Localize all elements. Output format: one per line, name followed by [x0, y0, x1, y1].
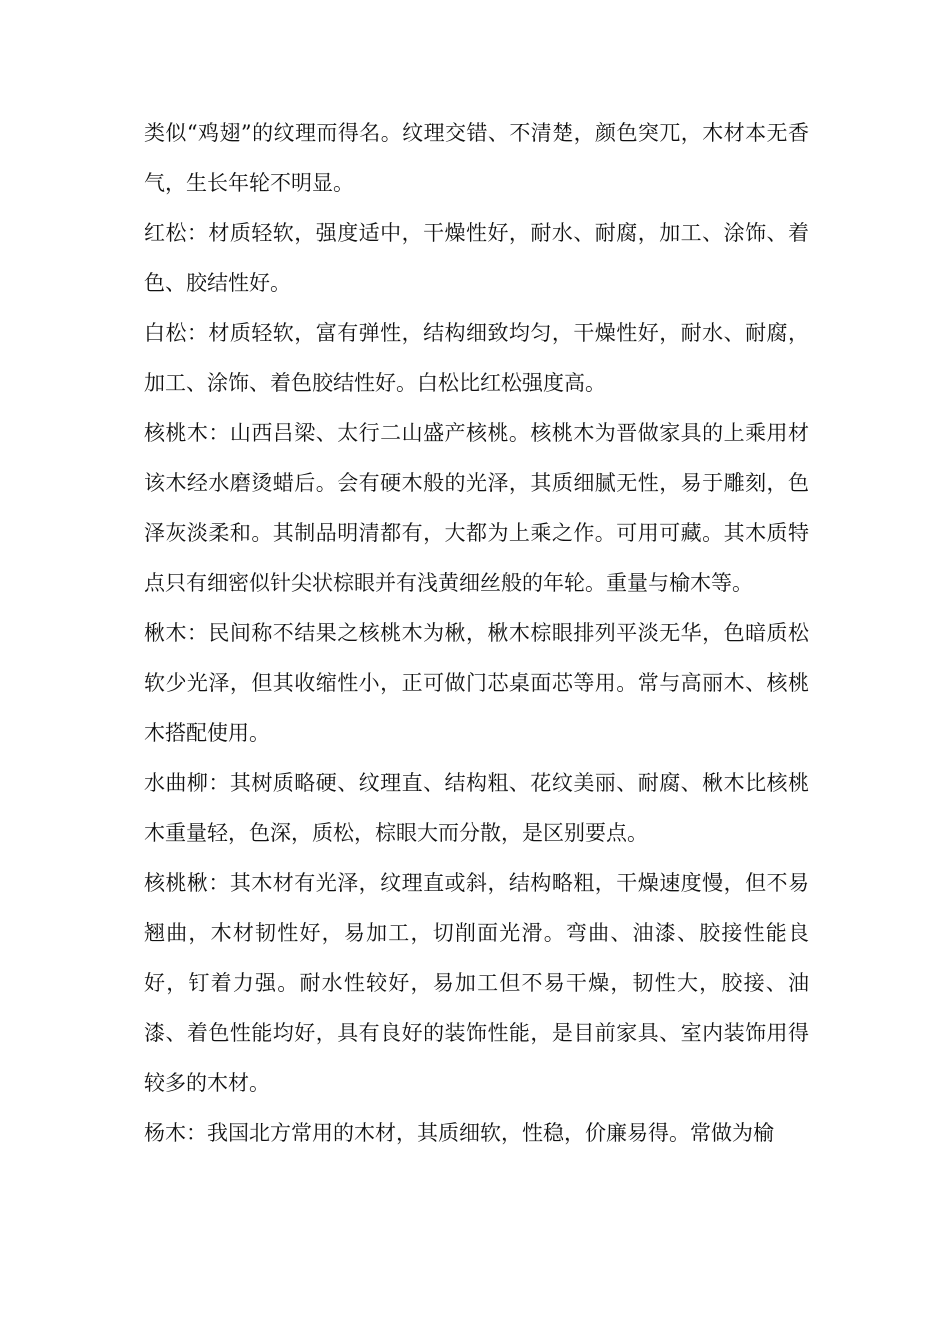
paragraph-manchurian-walnut: 核桃楸：其木材有光泽，纹理直或斜，结构略粗，干燥速度慢，但不易翘曲，木材韧性好，易加工，切削面光滑。弯曲、油漆、胶接性能良好，钉着力强。耐水性较好，易加工但不易干燥，韧性大，胶接、油漆、着色性能均好，具有良好的装饰性能，是目前家具、室内装饰用得较多的木材。: [144, 871, 809, 1095]
paragraph-ash-wood: 水曲柳：其树质略硬、纹理直、结构粗、花纹美丽、耐腐、楸木比核桃木重量轻，色深，质松，棕眼大而分散，是区别要点。: [144, 771, 809, 845]
paragraph-white-pine: 白松：材质轻软，富有弹性，结构细致均匀，干燥性好，耐水、耐腐，加工、涂饰、着色胶结性好。白松比红松强度高。: [144, 321, 809, 395]
paragraph-catalpa-wood: 楸木：民间称不结果之核桃木为楸，楸木棕眼排列平淡无华，色暗质松软少光泽，但其收缩性小，正可做门芯桌面芯等用。常与高丽木、核桃木搭配使用。: [144, 621, 809, 745]
paragraph-chicken-wing-wood: 类似“鸡翅”的纹理而得名。纹理交错、不清楚，颜色突兀，木材本无香气，生长年轮不明显。: [144, 121, 809, 195]
document-body: [144, 108, 809, 1158]
paragraph-walnut-wood: 核桃木：山西吕梁、太行二山盛产核桃。核桃木为晋做家具的上乘用材该木经水磨烫蜡后。会有硬木般的光泽，其质细腻无性，易于雕刻，色泽灰淡柔和。其制品明清都有，大都为上乘之作。可用可藏。其木质特点只有细密似针尖状棕眼并有浅黄细丝般的年轮。重量与榆木等。: [144, 421, 809, 595]
paragraph-red-pine: 红松：材质轻软，强度适中，干燥性好，耐水、耐腐，加工、涂饰、着色、胶结性好。: [144, 221, 809, 295]
paragraph-poplar-wood: 杨木：我国北方常用的木材，其质细软，性稳，价廉易得。常做为榆: [144, 1121, 774, 1145]
